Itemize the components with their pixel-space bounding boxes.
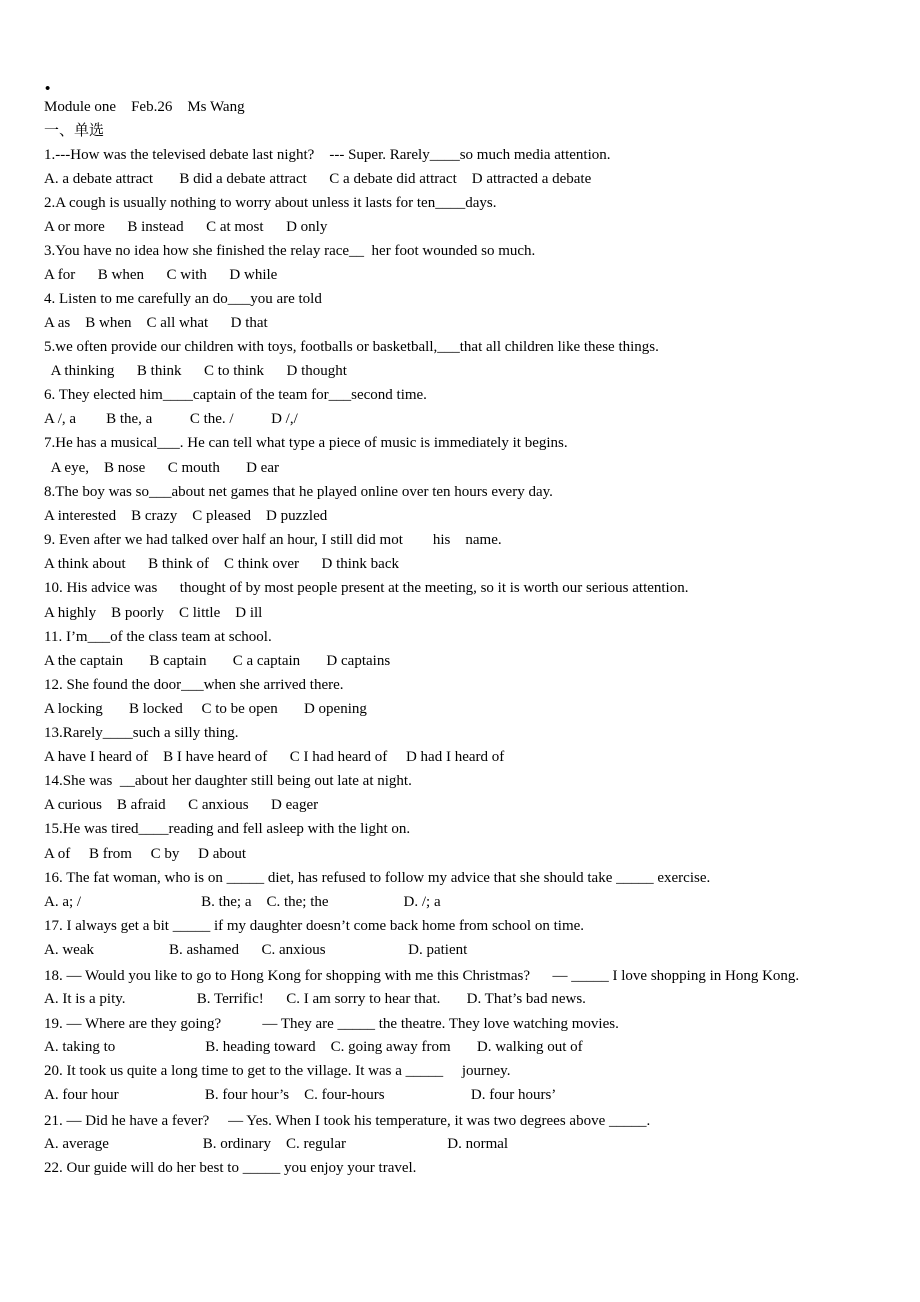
question-line: 3.You have no idea how she finished the relay race__ her foot wounded so much. [44,243,536,259]
options-line: A. average B. ordinary C. regular D. normal [44,1136,509,1152]
options-line: A thinking B think C to think D thought [44,363,347,379]
options-line: A have I heard of B I have heard of C I had heard of D had I heard of [44,749,505,765]
question-line: 21. — Did he have a fever? — Yes. When I took his temperature, it was two degrees above _____. [44,1113,651,1129]
question-line: 5.we often provide our children with toys, footballs or basketball,___that all children like these things. [44,339,659,355]
module-header: Module one Feb.26 Ms Wang [44,99,245,115]
options-line: A. weak B. ashamed C. anxious D. patient [44,942,468,958]
options-line: A interested B crazy C pleased D puzzled [44,508,328,524]
options-line: A as B when C all what D that [44,315,268,331]
question-line: 22. Our guide will do her best to _____ you enjoy your travel. [44,1160,417,1176]
question-line: 6. They elected him____captain of the team for___second time. [44,387,427,403]
question-line: 12. She found the door___when she arrived there. [44,677,344,693]
question-line: 15.He was tired____reading and fell asleep with the light on. [44,821,411,837]
question-line: 13.Rarely____such a silly thing. [44,725,239,741]
options-line: A curious B afraid C anxious D eager [44,797,319,813]
options-line: A of B from C by D about [44,846,247,862]
options-line: A. four hour B. four hour’s C. four-hours D. four hours’ [44,1087,557,1103]
question-line: 17. I always get a bit _____ if my daughter doesn’t come back home from school on time. [44,918,585,934]
question-line: 8.The boy was so___about net games that he played online over ten hours every day. [44,484,553,500]
question-line: 19. — Where are they going? — They are _____ the theatre. They love watching movies. [44,1016,619,1032]
options-line: A the captain B captain C a captain D captains [44,653,391,669]
question-line: 2.A cough is usually nothing to worry about unless it lasts for ten____days. [44,195,497,211]
options-line: A. a debate attract B did a debate attract C a debate did attract D attracted a debate [44,171,592,187]
question-line: 16. The fat woman, who is on _____ diet, has refused to follow my advice that she should take _____ exercise. [44,870,711,886]
question-line: 18. — Would you like to go to Hong Kong for shopping with me this Christmas? — _____ I love shopping in Hong Kong. [44,968,800,984]
options-line: A locking B locked C to be open D opening [44,701,367,717]
question-line: 10. His advice was thought of by most people present at the meeting, so it is worth our serious attention. [44,580,689,596]
question-line: 9. Even after we had talked over half an hour, I still did mot his name. [44,532,502,548]
question-line: 4. Listen to me carefully an do___you are told [44,291,322,307]
options-line: A highly B poorly C little D ill [44,605,263,621]
options-line: A. It is a pity. B. Terrific! C. I am sorry to hear that. D. That’s bad news. [44,991,586,1007]
options-line: A. a; / B. the; a C. the; the D. /; a [44,894,441,910]
options-line: A for B when C with D while [44,267,278,283]
options-line: A eye, B nose C mouth D ear [44,460,279,476]
section-title: 一、单选 [44,123,105,139]
bullet-mark: • [45,81,51,97]
options-line: A think about B think of C think over D think back [44,556,399,572]
options-line: A or more B instead C at most D only [44,219,328,235]
question-line: 7.He has a musical___. He can tell what type a piece of music is immediately it begins. [44,435,568,451]
options-line: A /, a B the, a C the. / D /,/ [44,411,298,427]
question-line: 11. I’m___of the class team at school. [44,629,272,645]
question-line: 20. It took us quite a long time to get to the village. It was a _____ journey. [44,1063,511,1079]
question-line: 1.---How was the televised debate last night? --- Super. Rarely____so much media attention. [44,147,611,163]
question-line: 14.She was __about her daughter still being out late at night. [44,773,412,789]
options-line: A. taking to B. heading toward C. going away from D. walking out of [44,1039,583,1055]
